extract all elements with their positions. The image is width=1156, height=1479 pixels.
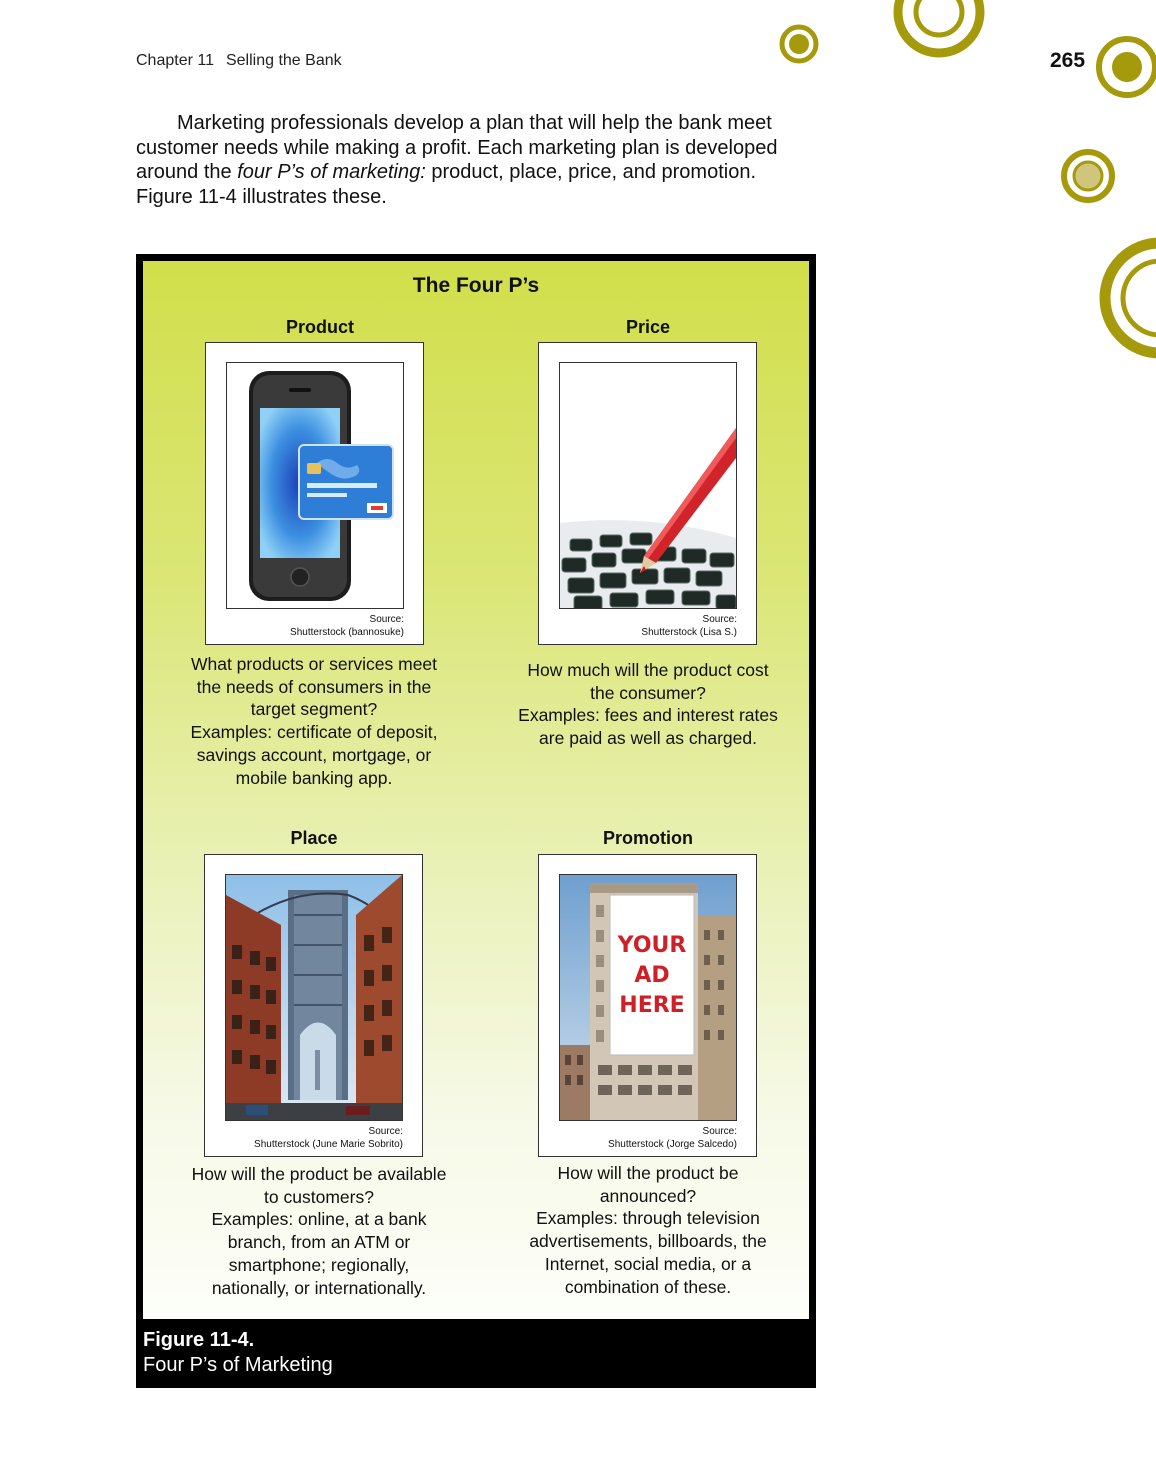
description-line: are paid as well as charged. xyxy=(539,728,757,749)
quadrant-price-heading xyxy=(498,315,798,339)
description-line: How will the product be xyxy=(557,1163,739,1183)
product-photo-card xyxy=(205,342,424,645)
photo-credit xyxy=(608,1125,737,1151)
photo-credit xyxy=(290,613,404,639)
description-line: the needs of consumers in the xyxy=(196,676,432,697)
credit-name: Shutterstock (Jorge Salcedo) xyxy=(608,1139,737,1150)
description-line: Examples: certificate of deposit, xyxy=(190,722,438,743)
pencil-calculator-image xyxy=(559,362,737,609)
billboard-line-3: HERE xyxy=(619,993,685,1018)
quadrant-product-heading xyxy=(170,315,470,339)
price-description xyxy=(498,659,798,750)
price-photo-card xyxy=(538,342,757,645)
description-line: combination of these. xyxy=(564,1276,732,1297)
decorative-double-ring-icon xyxy=(890,0,990,62)
intro-text-start: Marketing professionals develop a plan that will help the bank meet customer needs while making a profit. Each marketing plan is developed around the xyxy=(136,112,778,183)
photo-credit xyxy=(641,613,737,639)
description-line: How much will the product cost xyxy=(527,660,769,680)
quadrant-title: Product xyxy=(285,317,354,337)
billboard-building-image xyxy=(559,874,737,1121)
description-line: advertisements, billboards, the xyxy=(529,1231,767,1252)
product-description xyxy=(164,653,464,789)
credit-source-label: Source: xyxy=(702,614,737,625)
promotion-photo-card xyxy=(538,854,757,1157)
decorative-arc-icon xyxy=(1098,234,1156,362)
description-line: target segment? xyxy=(250,699,378,720)
chapter-title: Selling the Bank xyxy=(225,52,342,69)
description-line: Examples: online, at a bank xyxy=(211,1209,427,1230)
intro-paragraph xyxy=(136,111,816,209)
promotion-description xyxy=(498,1162,798,1298)
description-line: Examples: through television xyxy=(536,1208,760,1229)
figure-caption-text: Four P’s of Marketing xyxy=(143,1354,333,1376)
intro-term: four P’s of marketing: xyxy=(237,161,426,183)
decorative-ring-mid-icon xyxy=(1058,146,1118,206)
credit-name: Shutterstock (bannosuke) xyxy=(290,627,404,638)
credit-name: Shutterstock (Lisa S.) xyxy=(641,627,737,638)
page-number: 265 xyxy=(1050,49,1086,72)
figure-four-ps xyxy=(136,254,816,1388)
bridge-street-image xyxy=(225,874,403,1121)
decorative-ring-page-icon xyxy=(1093,34,1156,100)
credit-source-label: Source: xyxy=(702,1126,737,1137)
billboard-line-2: AD xyxy=(634,963,670,988)
description-line: savings account, mortgage, or xyxy=(196,744,432,765)
description-line: mobile banking app. xyxy=(235,767,393,788)
billboard-line-1: YOUR xyxy=(617,933,687,958)
running-header xyxy=(136,52,342,70)
figure-panel xyxy=(143,261,809,1319)
description-line: to customers? xyxy=(264,1186,374,1207)
decorative-ring-small-icon xyxy=(777,22,821,66)
intro-text-end: product, place, price, and promotion. Figure 11-4 illustrates these. xyxy=(136,161,756,208)
quadrant-title: Promotion xyxy=(603,828,693,848)
credit-source-label: Source: xyxy=(369,614,404,625)
smartphone-credit-card-image xyxy=(226,362,404,609)
chapter-number: Chapter 11 xyxy=(136,52,214,69)
description-line: the consumer? xyxy=(590,682,706,703)
description-line: What products or services meet xyxy=(190,654,438,674)
place-photo-card xyxy=(204,854,423,1157)
description-line: nationally, or internationally. xyxy=(211,1277,427,1298)
credit-source-label: Source: xyxy=(368,1126,403,1137)
quadrant-title: Place xyxy=(290,828,338,848)
figure-caption-label: Figure 11-4. xyxy=(143,1329,255,1351)
description-line: announced? xyxy=(599,1185,697,1206)
place-description xyxy=(169,1163,469,1299)
description-line: Internet, social media, or a xyxy=(544,1253,752,1274)
description-line: Examples: fees and interest rates xyxy=(518,705,778,726)
description-line: branch, from an ATM or xyxy=(227,1232,411,1253)
credit-name: Shutterstock (June Marie Sobrito) xyxy=(254,1139,403,1150)
description-line: How will the product be available xyxy=(191,1164,447,1184)
figure-caption xyxy=(143,1328,333,1378)
figure-title: The Four P’s xyxy=(412,274,540,297)
photo-credit xyxy=(254,1125,403,1151)
description-line: smartphone; regionally, xyxy=(228,1254,410,1275)
quadrant-title: Price xyxy=(625,317,671,337)
quadrant-promotion-heading xyxy=(498,826,798,850)
quadrant-place-heading xyxy=(164,826,464,850)
